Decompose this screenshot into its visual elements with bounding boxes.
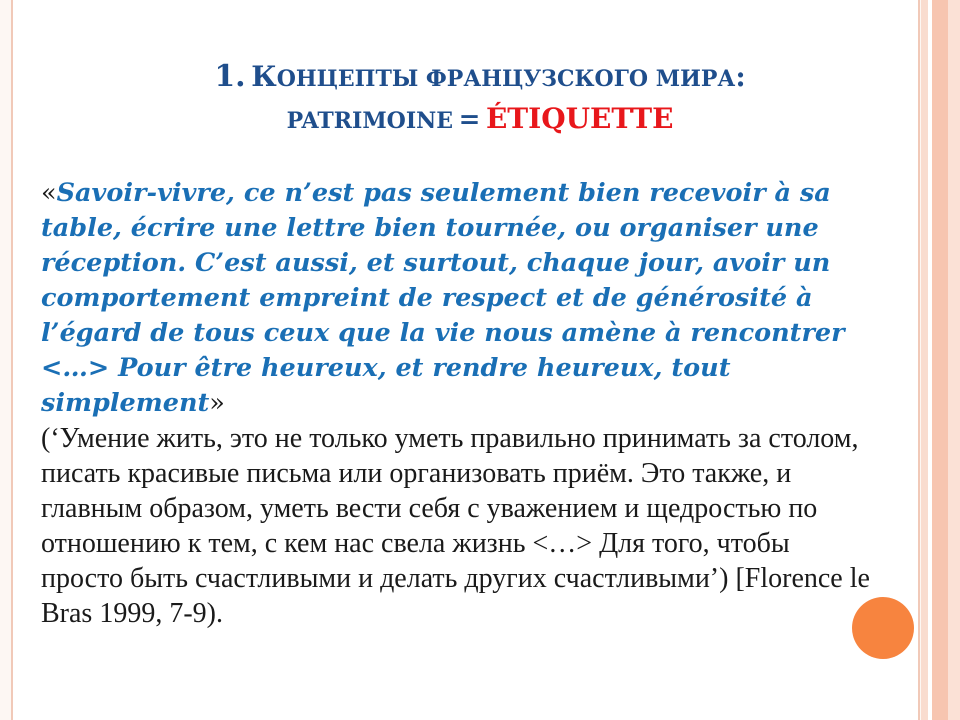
slide-body [41, 176, 871, 631]
decor-stripe [921, 0, 928, 720]
close-quote-mark: » [209, 388, 225, 418]
decor-circle [852, 597, 914, 659]
title-line-2 [60, 100, 900, 142]
slide-title [60, 58, 900, 142]
title-rest: ОНЦЕПТЫ ФРАНЦУЗСКОГО МИРА [276, 66, 736, 92]
title-initial: К [251, 60, 277, 93]
quote-text: Savoir-vivre, ce n’est pas seulement bien recevoir à sa table, écrire une lettre bien tournée, ou organiser une réception. C’est aussi, et surtout, chaque jour, avoir un comportement empreint de respect et de générosité à l’égard de tous ceux que la vie nous amène à rencontrer <…> Pour être heureux, et rendre heureux, tout simplement [41, 178, 845, 418]
decor-stripe [932, 0, 948, 720]
open-quote-mark: « [41, 178, 57, 208]
title-patrimoine: PATRIMOINE [286, 108, 454, 134]
decor-stripe [948, 0, 960, 720]
title-etiquette: ÉTIQUETTE [485, 102, 674, 135]
title-colon: : [735, 60, 746, 93]
title-number: 1. [214, 59, 246, 94]
russian-translation: (‘Умение жить, это не только уметь правильно принимать за столом, писать красивые письма или организовать приём. Это также, и главным образом, уметь вести себя с уважением и щедростью по отношению к тем, с кем нас свела жизнь <…> Для того, чтобы просто быть счастливыми и делать других счастливыми’) [Florence le Bras 1999, 7-9). [41, 423, 870, 629]
french-quote [41, 176, 871, 421]
title-equals: = [458, 105, 481, 135]
title-line-1 [60, 58, 900, 100]
